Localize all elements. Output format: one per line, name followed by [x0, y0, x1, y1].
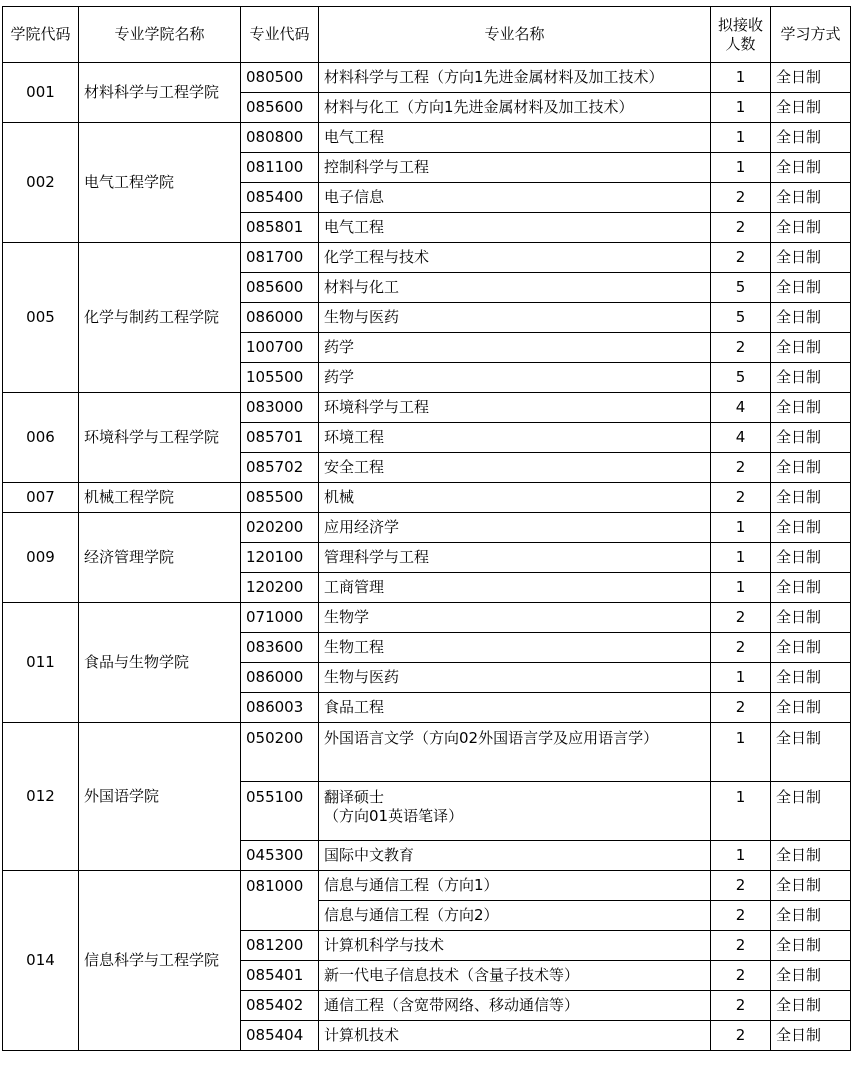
study-mode: 全日制: [771, 123, 851, 153]
major-name: 材料科学与工程（方向1先进金属材料及加工技术）: [319, 63, 711, 93]
major-name: 安全工程: [319, 453, 711, 483]
major-name: 电气工程: [319, 123, 711, 153]
major-code: 081200: [241, 931, 319, 961]
admit-count: 2: [711, 483, 771, 513]
major-name: 电气工程: [319, 213, 711, 243]
major-name: 药学: [319, 363, 711, 393]
major-code: 085500: [241, 483, 319, 513]
major-name: 生物与医药: [319, 303, 711, 333]
major-name: 信息与通信工程（方向1）: [319, 871, 711, 901]
table-row: [3, 393, 851, 423]
major-code: 086003: [241, 693, 319, 723]
admit-count: 5: [711, 303, 771, 333]
study-mode: 全日制: [771, 871, 851, 901]
school-code: 014: [3, 871, 79, 1051]
major-name: 电子信息: [319, 183, 711, 213]
major-name: 材料与化工（方向1先进金属材料及加工技术）: [319, 93, 711, 123]
major-name: 生物工程: [319, 633, 711, 663]
major-name: 新一代电子信息技术（含量子技术等）: [319, 961, 711, 991]
school-code: 005: [3, 243, 79, 393]
school-code: 007: [3, 483, 79, 513]
major-code: 085801: [241, 213, 319, 243]
admit-count: 2: [711, 183, 771, 213]
major-code: 086000: [241, 663, 319, 693]
admit-count: 4: [711, 423, 771, 453]
school-code: 009: [3, 513, 79, 603]
study-mode: 全日制: [771, 633, 851, 663]
major-name: 机械: [319, 483, 711, 513]
major-code: 085702: [241, 453, 319, 483]
major-code: 050200: [241, 723, 319, 782]
table-row: [3, 63, 851, 93]
school-name: 材料科学与工程学院: [79, 63, 241, 123]
school-name: 外国语学院: [79, 723, 241, 871]
school-name: 电气工程学院: [79, 123, 241, 243]
major-code: 085401: [241, 961, 319, 991]
major-code: 085600: [241, 93, 319, 123]
major-name: 计算机技术: [319, 1021, 711, 1051]
major-name: 环境工程: [319, 423, 711, 453]
major-name: 环境科学与工程: [319, 393, 711, 423]
major-name: 外国语言文学（方向02外国语言学及应用语言学）: [319, 723, 711, 782]
admit-count: 2: [711, 901, 771, 931]
major-name: 生物与医药: [319, 663, 711, 693]
study-mode: 全日制: [771, 961, 851, 991]
study-mode: 全日制: [771, 63, 851, 93]
major-name: 应用经济学: [319, 513, 711, 543]
admit-count: 5: [711, 273, 771, 303]
study-mode: 全日制: [771, 273, 851, 303]
study-mode: 全日制: [771, 841, 851, 871]
study-mode: 全日制: [771, 243, 851, 273]
major-name-cell: [319, 782, 711, 841]
major-name: 通信工程（含宽带网络、移动通信等）: [319, 991, 711, 1021]
school-name: 食品与生物学院: [79, 603, 241, 723]
major-code: 105500: [241, 363, 319, 393]
admit-count: 1: [711, 573, 771, 603]
study-mode: 全日制: [771, 573, 851, 603]
study-mode: 全日制: [771, 901, 851, 931]
major-code: 081100: [241, 153, 319, 183]
school-code: 001: [3, 63, 79, 123]
admit-count: 2: [711, 243, 771, 273]
study-mode: 全日制: [771, 303, 851, 333]
table-row: [3, 871, 851, 901]
col-count-line1: 拟接收: [717, 15, 763, 34]
major-name: 生物学: [319, 603, 711, 633]
col-mode: 学习方式: [771, 7, 851, 63]
table-header: [3, 7, 851, 63]
major-name: 材料与化工: [319, 273, 711, 303]
table-row: [3, 723, 851, 782]
study-mode: 全日制: [771, 333, 851, 363]
admit-count: 1: [711, 663, 771, 693]
admit-count: 1: [711, 841, 771, 871]
study-mode: 全日制: [771, 1021, 851, 1051]
major-code: 055100: [241, 782, 319, 841]
school-name: 经济管理学院: [79, 513, 241, 603]
admit-count: 2: [711, 603, 771, 633]
study-mode: 全日制: [771, 363, 851, 393]
col-count: [711, 7, 771, 63]
admit-count: 2: [711, 1021, 771, 1051]
admit-count: 1: [711, 782, 771, 841]
admit-count: 1: [711, 723, 771, 782]
col-major-name: 专业名称: [319, 7, 711, 63]
study-mode: 全日制: [771, 93, 851, 123]
major-name: 食品工程: [319, 693, 711, 723]
major-name: 计算机科学与技术: [319, 931, 711, 961]
major-code: 081700: [241, 243, 319, 273]
major-code: 083600: [241, 633, 319, 663]
study-mode: 全日制: [771, 603, 851, 633]
admit-count: 5: [711, 363, 771, 393]
school-code: 011: [3, 603, 79, 723]
study-mode: 全日制: [771, 183, 851, 213]
study-mode: 全日制: [771, 782, 851, 841]
major-code: 071000: [241, 603, 319, 633]
admit-count: 2: [711, 961, 771, 991]
major-code: 085404: [241, 1021, 319, 1051]
study-mode: 全日制: [771, 931, 851, 961]
major-code: 081000: [241, 871, 319, 931]
major-name: 国际中文教育: [319, 841, 711, 871]
study-mode: 全日制: [771, 423, 851, 453]
school-name: 环境科学与工程学院: [79, 393, 241, 483]
major-code: 020200: [241, 513, 319, 543]
school-code: 002: [3, 123, 79, 243]
admit-count: 1: [711, 93, 771, 123]
admit-count: 2: [711, 991, 771, 1021]
admissions-table: [2, 6, 851, 1051]
study-mode: 全日制: [771, 513, 851, 543]
study-mode: 全日制: [771, 693, 851, 723]
admit-count: 1: [711, 63, 771, 93]
major-code: 120200: [241, 573, 319, 603]
admit-count: 2: [711, 871, 771, 901]
admit-count: 1: [711, 513, 771, 543]
table-row: [3, 483, 851, 513]
study-mode: 全日制: [771, 543, 851, 573]
major-name: 控制科学与工程: [319, 153, 711, 183]
admit-count: 2: [711, 693, 771, 723]
major-name: 管理科学与工程: [319, 543, 711, 573]
school-name: 信息科学与工程学院: [79, 871, 241, 1051]
admit-count: 1: [711, 543, 771, 573]
admit-count: 2: [711, 633, 771, 663]
table-row: [3, 513, 851, 543]
col-school-name: 专业学院名称: [79, 7, 241, 63]
major-code: 120100: [241, 543, 319, 573]
major-code: 083000: [241, 393, 319, 423]
admit-count: 2: [711, 453, 771, 483]
major-code: 085701: [241, 423, 319, 453]
admit-count: 1: [711, 153, 771, 183]
study-mode: 全日制: [771, 393, 851, 423]
table-row: [3, 123, 851, 153]
major-code: 100700: [241, 333, 319, 363]
table-row: [3, 603, 851, 633]
study-mode: 全日制: [771, 991, 851, 1021]
major-name: 化学工程与技术: [319, 243, 711, 273]
major-code: 080800: [241, 123, 319, 153]
major-name: 翻译硕士: [324, 788, 385, 806]
study-mode: 全日制: [771, 663, 851, 693]
major-code: 085402: [241, 991, 319, 1021]
study-mode: 全日制: [771, 453, 851, 483]
admit-count: 1: [711, 123, 771, 153]
major-code: 085400: [241, 183, 319, 213]
admit-count: 2: [711, 931, 771, 961]
major-code: 080500: [241, 63, 319, 93]
major-name: 药学: [319, 333, 711, 363]
major-code: 086000: [241, 303, 319, 333]
major-name: 信息与通信工程（方向2）: [319, 901, 711, 931]
major-name-direction: （方向01英语笔译）: [324, 807, 464, 825]
major-code: 085600: [241, 273, 319, 303]
school-code: 006: [3, 393, 79, 483]
table-body: [3, 63, 851, 1051]
col-major-code: 专业代码: [241, 7, 319, 63]
study-mode: 全日制: [771, 213, 851, 243]
major-code: 045300: [241, 841, 319, 871]
study-mode: 全日制: [771, 483, 851, 513]
study-mode: 全日制: [771, 723, 851, 782]
school-name: 机械工程学院: [79, 483, 241, 513]
table-row: [3, 243, 851, 273]
study-mode: 全日制: [771, 153, 851, 183]
major-name: 工商管理: [319, 573, 711, 603]
school-code: 012: [3, 723, 79, 871]
admit-count: 2: [711, 333, 771, 363]
admit-count: 2: [711, 213, 771, 243]
col-count-line2: 人数: [725, 34, 756, 53]
school-name: 化学与制药工程学院: [79, 243, 241, 393]
admit-count: 4: [711, 393, 771, 423]
col-school-code: 学院代码: [3, 7, 79, 63]
